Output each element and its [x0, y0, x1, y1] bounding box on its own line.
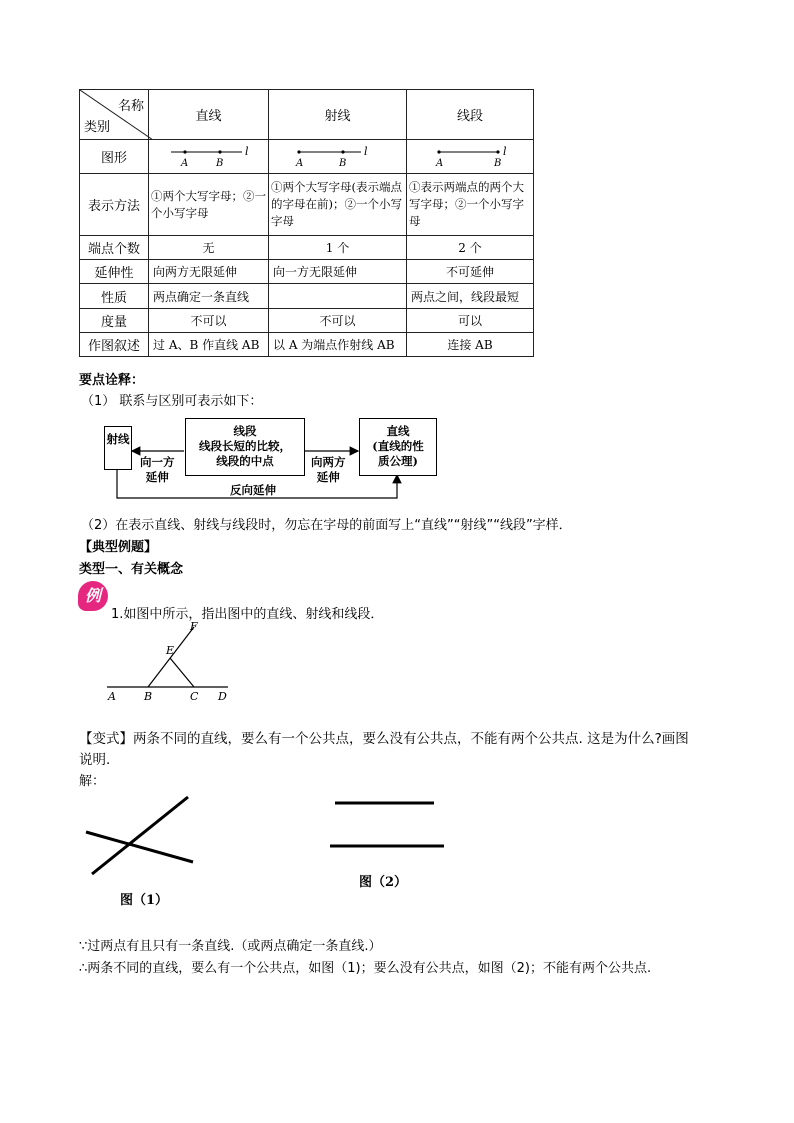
arrow-bottom-label: 反向延伸 — [230, 483, 276, 497]
arrow-left-label: 向一方 延伸 — [140, 455, 175, 484]
line-figure-cell — [149, 140, 269, 174]
row-label: 端点个数 — [80, 236, 149, 260]
svg-text:B: B — [216, 158, 224, 169]
fig2-caption: 图（2） — [359, 875, 408, 890]
header-ray: 射线 — [269, 90, 407, 140]
ray-box — [104, 426, 132, 470]
row-label: 性质 — [80, 284, 149, 309]
variant-line-2: 说明. — [79, 752, 111, 768]
variant-line-1: 【变式】两条不同的直线，要么有一个公共点，要么没有公共点，不能有两个公共点. 这是为什么?画图 — [79, 731, 689, 747]
table-cell: 向两方无限延伸 — [149, 260, 269, 284]
row-label: 表示方法 — [80, 174, 149, 236]
row-label: 作图叙述 — [80, 333, 149, 357]
svg-text:D: D — [218, 690, 227, 703]
header-segment: 线段 — [407, 90, 534, 140]
svg-text:C: C — [190, 690, 199, 703]
svg-text:l: l — [245, 145, 249, 158]
therefore-line: ∴两条不同的直线，要么有一个公共点，如图（1)；要么没有公共点，如图（2)；不能有两个公共点. — [79, 961, 652, 976]
table-cell: 两点之间，线段最短 — [407, 284, 534, 309]
fig1-caption: 图（1） — [120, 893, 169, 908]
lines-figure — [100, 620, 240, 705]
svg-text:l: l — [364, 145, 368, 158]
table-cell: 不可以 — [269, 309, 407, 333]
table-corner-cell — [80, 90, 149, 140]
svg-text:l: l — [503, 145, 507, 158]
ray-box-label: 射线 — [106, 432, 130, 446]
segment-figure-cell — [407, 140, 534, 174]
svg-text:B: B — [339, 158, 347, 169]
svg-text:B: B — [144, 690, 153, 703]
table-cell — [269, 284, 407, 309]
table-row — [80, 236, 534, 260]
table-cell: 2 个 — [407, 236, 534, 260]
table-cell: 不可以 — [149, 309, 269, 333]
cell-segment-notation: ①表示两端点的两个大写字母；②一个小写字母 — [407, 174, 534, 236]
example-badge: 例 — [78, 581, 108, 611]
line-box-label: 直线 (直线的性 质公理) — [372, 424, 424, 468]
type1-heading: 类型一、有关概念 — [79, 562, 184, 577]
table-row — [80, 140, 534, 174]
notes-heading: 要点诠释： — [79, 373, 145, 388]
svg-text:E: E — [166, 644, 175, 657]
table-row — [80, 333, 534, 357]
table-cell: 过 A、B 作直线 AB — [149, 333, 269, 357]
table-row — [80, 309, 534, 333]
corner-bottom-label: 类别 — [84, 120, 111, 135]
line-figure — [149, 140, 268, 170]
table-row — [80, 284, 534, 309]
segment-figure — [407, 140, 533, 170]
table-cell: 1 个 — [269, 236, 407, 260]
table-cell: 连接 AB — [407, 333, 534, 357]
svg-text:A: A — [108, 690, 116, 703]
svg-text:A: A — [296, 158, 304, 169]
table-cell: 不可延伸 — [407, 260, 534, 284]
table-cell: 可以 — [407, 309, 534, 333]
table-cell: 以 A 为端点作射线 AB — [269, 333, 407, 357]
row-label: 图形 — [80, 140, 149, 174]
svg-text:B: B — [494, 158, 502, 169]
notes-item-1: （1） 联系与区别可表示如下： — [81, 394, 263, 409]
examples-heading: 【典型例题】 — [79, 540, 158, 555]
table-header-row — [80, 90, 534, 140]
comparison-table — [79, 89, 534, 357]
ray-figure-cell — [269, 140, 407, 174]
table-row — [80, 174, 534, 236]
segment-box-label: 线段 线段长短的比较， 线段的中点 — [199, 424, 291, 468]
arrow-right-label: 向两方 延伸 — [311, 455, 346, 484]
line-box — [359, 418, 437, 476]
table-cell: 向一方无限延伸 — [269, 260, 407, 284]
cell-ray-notation: ①两个大写字母(表示端点的字母在前)；②一个小写字母 — [269, 174, 407, 236]
table-cell: 无 — [149, 236, 269, 260]
table-cell: 两点确定一条直线 — [149, 284, 269, 309]
row-label: 度量 — [80, 309, 149, 333]
svg-text:A: A — [436, 158, 444, 169]
svg-text:A: A — [181, 158, 189, 169]
intersecting-lines-figure — [80, 790, 200, 875]
parallel-lines-figure — [325, 795, 450, 855]
row-label: 延伸性 — [80, 260, 149, 284]
notes-item-2: （2）在表示直线、射线与线段时，勿忘在字母的前面写上“直线”“射线”“线段”字样． — [81, 518, 572, 533]
svg-text:F: F — [190, 620, 198, 633]
solution-label: 解： — [79, 774, 106, 789]
because-line: ∵过两点有且只有一条直线.（或两点确定一条直线.） — [79, 939, 382, 954]
table-row — [80, 260, 534, 284]
header-line: 直线 — [149, 90, 269, 140]
segment-box — [185, 418, 305, 476]
question-1: 1.如图中所示，指出图中的直线、射线和线段． — [111, 607, 384, 622]
cell-line-notation: ①两个大写字母；②一个小写字母 — [149, 174, 269, 236]
ray-figure — [269, 140, 406, 170]
corner-top-label: 名称 — [117, 99, 144, 114]
